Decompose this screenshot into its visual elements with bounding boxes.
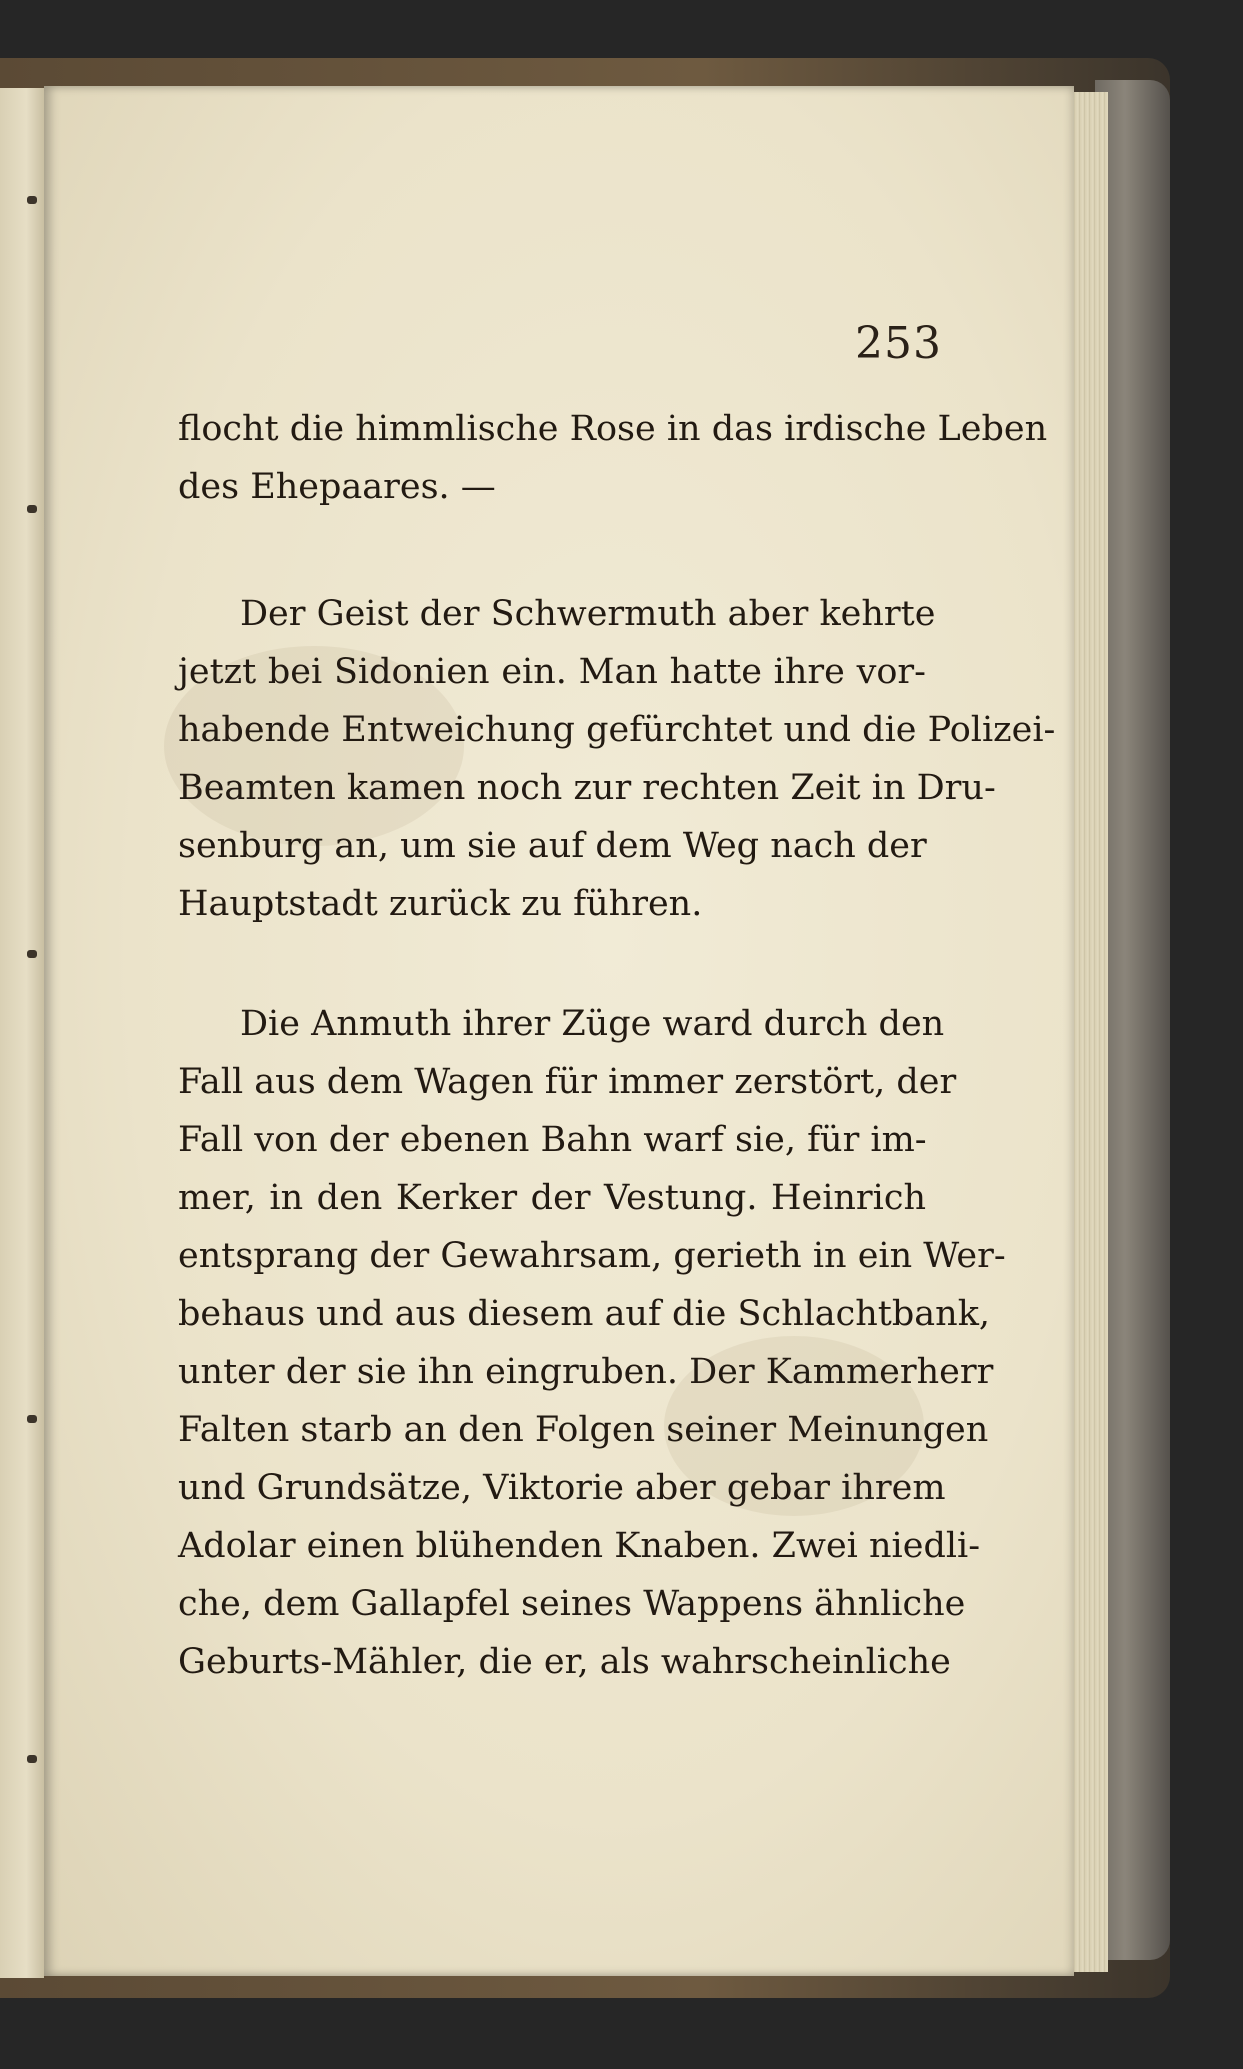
paragraph-1 bbox=[178, 400, 1048, 516]
text-line: Geburts-Mähler, die er, als wahrscheinliche bbox=[178, 1642, 951, 1682]
text-line: flocht die himmlische Rose in das irdische Leben bbox=[178, 409, 1048, 449]
text-line: Fall von der ebenen Bahn warf sie, für im- bbox=[178, 1120, 927, 1160]
binding-thread bbox=[27, 1755, 37, 1763]
text-line: senburg an, um sie auf dem Weg nach der bbox=[178, 826, 927, 866]
paragraph-2 bbox=[178, 585, 1056, 933]
text-line: unter der sie ihn eingruben. Der Kammerherr bbox=[178, 1352, 994, 1392]
text-line: behaus und aus diesem auf die Schlachtbank, bbox=[178, 1294, 991, 1334]
binding-thread bbox=[27, 1415, 37, 1423]
text-line: che, dem Gallapfel seines Wappens ähnliche bbox=[178, 1584, 966, 1624]
text-line: mer, in den Kerker der Vestung. Heinrich bbox=[178, 1178, 926, 1218]
text-line: Falten starb an den Folgen seiner Meinungen bbox=[178, 1410, 989, 1450]
binding-thread bbox=[27, 950, 37, 958]
left-page-edge bbox=[0, 88, 44, 1978]
binding-thread bbox=[27, 196, 37, 204]
text-line: Die Anmuth ihrer Züge ward durch den bbox=[240, 1004, 945, 1044]
text-line: Fall aus dem Wagen für immer zerstört, der bbox=[178, 1062, 957, 1102]
text-line: jetzt bei Sidonien ein. Man hatte ihre vor- bbox=[178, 652, 926, 692]
text-line: des Ehepaares. — bbox=[178, 467, 496, 507]
page-number: 253 bbox=[855, 318, 942, 369]
text-line: Beamten kamen noch zur rechten Zeit in Dru- bbox=[178, 768, 996, 808]
text-line: habende Entweichung gefürchtet und die Polizei- bbox=[178, 710, 1056, 750]
text-line: entsprang der Gewahrsam, gerieth in ein Wer- bbox=[178, 1236, 1006, 1276]
text-line: und Grundsätze, Viktorie aber gebar ihrem bbox=[178, 1468, 946, 1508]
text-line: Der Geist der Schwermuth aber kehrte bbox=[240, 594, 936, 634]
binding-thread bbox=[27, 505, 37, 513]
text-line: Hauptstadt zurück zu führen. bbox=[178, 884, 703, 924]
text-line: Adolar einen blühenden Knaben. Zwei niedli- bbox=[178, 1526, 981, 1566]
paragraph-3 bbox=[178, 995, 1006, 1691]
